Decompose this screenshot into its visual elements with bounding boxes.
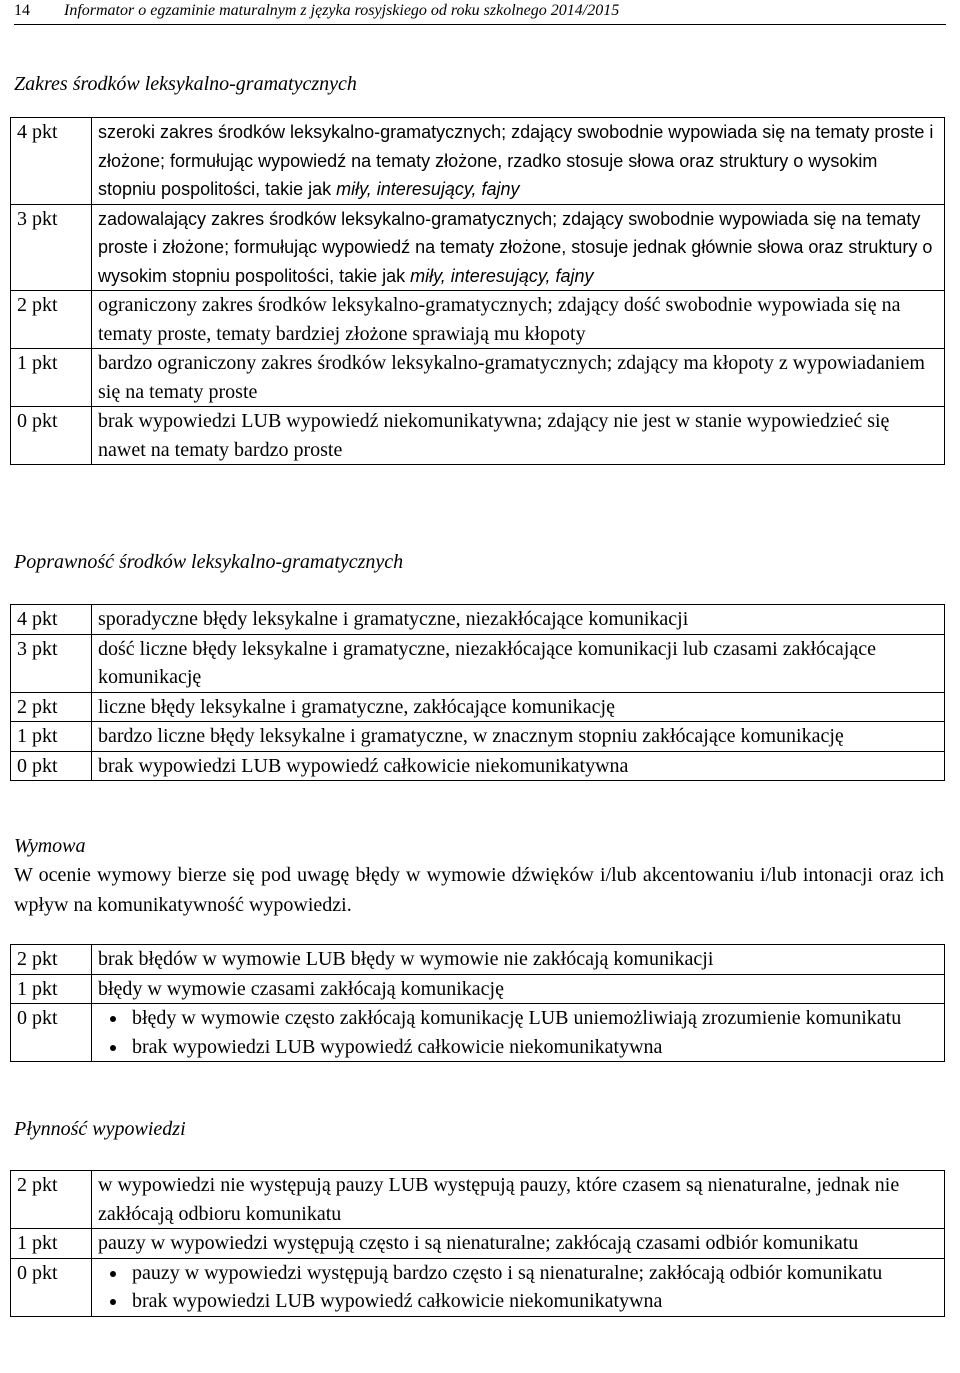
- points-cell: 2 pkt: [11, 945, 92, 975]
- list-item: • błędy w wymowie często zakłócają komunikację LUB uniemożliwiają zrozumienie komunikatu: [128, 1004, 938, 1033]
- description-cell: dość liczne błędy leksykalne i gramatyczne, niezakłócające komunikacji lub czasami zakłócające komunikację: [92, 634, 945, 692]
- section-title-plynnosc: Płynność wypowiedzi: [14, 1118, 186, 1140]
- table-row: [11, 349, 945, 407]
- points-cell: 2 pkt: [11, 1171, 92, 1229]
- section-title-wymowa: Wymowa: [14, 835, 86, 857]
- points-cell: 1 pkt: [11, 349, 92, 407]
- description-cell: liczne błędy leksykalne i gramatyczne, zakłócające komunikację: [92, 692, 945, 722]
- description-text: szeroki zakres środków leksykalno-gramatycznych; zdający swobodnie wypowiada się na tematy proste i złożone; formułując wypowiedź na tematy złożone, rzadko stosuje słowa oraz struktury o wysokim stopniu pospolitości, takie jak: [98, 122, 934, 199]
- description-cell: brak wypowiedzi LUB wypowiedź całkowicie niekomunikatywna: [92, 751, 945, 781]
- description-examples: miły, interesujący, fajny: [336, 179, 520, 199]
- description-cell: [92, 1004, 945, 1062]
- page-number: 14: [14, 2, 30, 19]
- points-cell: 4 pkt: [11, 118, 92, 205]
- section-title-poprawnosc: Poprawność środków leksykalno-gramatycznych: [14, 551, 404, 573]
- description-cell: [92, 1258, 945, 1316]
- points-cell: 1 pkt: [11, 974, 92, 1004]
- table-row: [11, 751, 945, 781]
- table-row: [11, 204, 945, 291]
- description-cell: brak wypowiedzi LUB wypowiedź niekomunikatywna; zdający nie jest w stanie wypowiedzieć się nawet na tematy bardzo proste: [92, 407, 945, 465]
- points-cell: 0 pkt: [11, 751, 92, 781]
- table-row: [11, 722, 945, 752]
- points-cell: 1 pkt: [11, 1229, 92, 1259]
- table-row: [11, 945, 945, 975]
- table-zakres: [10, 117, 945, 465]
- table-row: [11, 634, 945, 692]
- description-cell: błędy w wymowie czasami zakłócają komunikację: [92, 974, 945, 1004]
- description-text: zadowalający zakres środków leksykalno-gramatycznych; zdający swobodnie wypowiada się na tematy proste i złożone; formułując wypowiedź na tematy złożone, stosuje jednak głównie słowa oraz struktury o wysokim stopniu pospolitości, takie jak: [98, 208, 933, 286]
- description-cell: [92, 118, 945, 205]
- points-cell: 4 pkt: [11, 605, 92, 635]
- list-item: • pauzy w wypowiedzi występują bardzo często i są nienaturalne; zakłócają odbiór komunikatu: [128, 1259, 938, 1288]
- description-cell: bardzo ograniczony zakres środków leksykalno-gramatycznych; zdający ma kłopoty z wypowiadaniem się na tematy proste: [92, 349, 945, 407]
- header-title: Informator o egzaminie maturalnym z języka rosyjskiego od roku szkolnego 2014/2015: [64, 2, 620, 19]
- points-cell: 3 pkt: [11, 634, 92, 692]
- table-row: [11, 1229, 945, 1259]
- table-row: [11, 1004, 945, 1062]
- table-poprawnosc: [10, 604, 945, 781]
- description-cell: w wypowiedzi nie występują pauzy LUB występują pauzy, które czasem są nienaturalne, jednak nie zakłócają odbioru komunikatu: [92, 1171, 945, 1229]
- bullet-list: [98, 1259, 938, 1316]
- table-row: [11, 407, 945, 465]
- page-header: [14, 0, 946, 25]
- description-cell: brak błędów w wymowie LUB błędy w wymowie nie zakłócają komunikacji: [92, 945, 945, 975]
- points-cell: 0 pkt: [11, 1258, 92, 1316]
- table-row: [11, 291, 945, 349]
- table-row: [11, 1171, 945, 1229]
- table-row: [11, 692, 945, 722]
- table-row: [11, 974, 945, 1004]
- points-cell: 3 pkt: [11, 204, 92, 291]
- table-row: [11, 605, 945, 635]
- table-plynnosc: [10, 1170, 945, 1317]
- bullet-list: [98, 1004, 938, 1061]
- points-cell: 2 pkt: [11, 291, 92, 349]
- table-row: [11, 118, 945, 205]
- description-cell: [92, 204, 945, 291]
- table-wymowa: [10, 944, 945, 1062]
- points-cell: 0 pkt: [11, 407, 92, 465]
- description-cell: sporadyczne błędy leksykalne i gramatyczne, niezakłócające komunikacji: [92, 605, 945, 635]
- points-cell: 2 pkt: [11, 692, 92, 722]
- list-item: • brak wypowiedzi LUB wypowiedź całkowicie niekomunikatywna: [128, 1287, 938, 1316]
- description-examples: miły, interesujący, fajny: [410, 265, 594, 286]
- list-item: • brak wypowiedzi LUB wypowiedź całkowicie niekomunikatywna: [128, 1033, 938, 1062]
- description-cell: pauzy w wypowiedzi występują często i są nienaturalne; zakłócają czasami odbiór komunikatu: [92, 1229, 945, 1259]
- wymowa-intro: W ocenie wymowy bierze się pod uwagę błędy w wymowie dźwięków i/lub akcentowaniu i/lub intonacji oraz ich wpływ na komunikatywność wypowiedzi.: [14, 864, 944, 916]
- description-cell: bardzo liczne błędy leksykalne i gramatyczne, w znacznym stopniu zakłócające komunikację: [92, 722, 945, 752]
- description-cell: ograniczony zakres środków leksykalno-gramatycznych; zdający dość swobodnie wypowiada się na tematy proste, tematy bardziej złożone sprawiają mu kłopoty: [92, 291, 945, 349]
- points-cell: 1 pkt: [11, 722, 92, 752]
- section-title-zakres: Zakres środków leksykalno-gramatycznych: [14, 73, 357, 95]
- points-cell: 0 pkt: [11, 1004, 92, 1062]
- table-row: [11, 1258, 945, 1316]
